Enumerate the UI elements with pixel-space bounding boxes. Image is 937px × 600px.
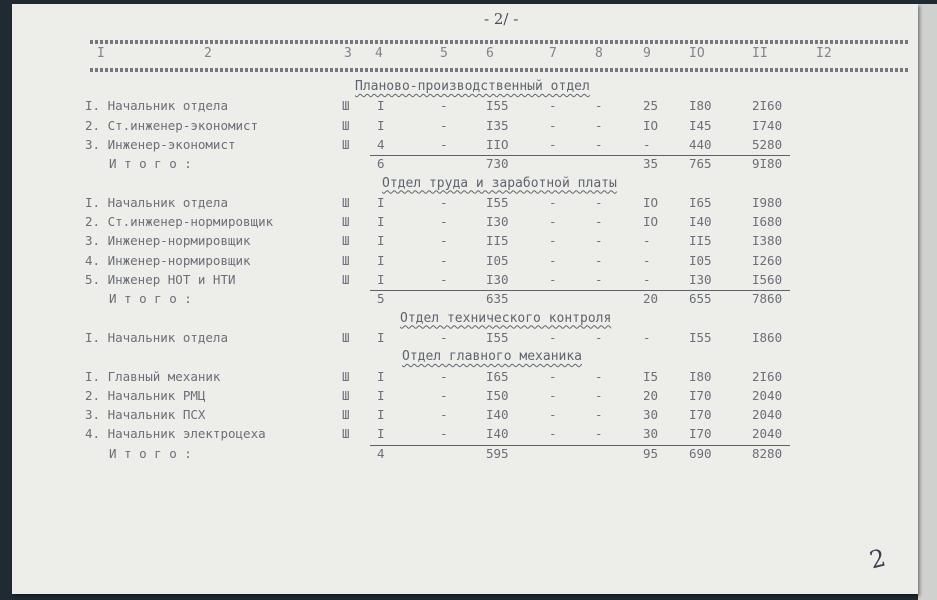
cell-c6: I35 [486,117,509,133]
column-header-6: 6 [486,46,494,61]
cell-c4: I [377,407,385,423]
column-header-2: 2 [204,46,212,61]
cell-c8: - [595,272,603,287]
handwritten-mark: 2 [866,543,889,575]
cell-c11: I860 [752,329,783,345]
cell-c5: - [440,214,448,230]
column-header-5: 5 [440,46,448,61]
row-position-name: 5. Инженер НОТ и НТИ [85,272,236,287]
next-page-edge [918,4,937,600]
cell-c10: I80 [689,98,712,114]
cell-c11: 2040 [752,387,783,403]
cell-c10: I65 [689,194,712,210]
cell-c9: IO [643,117,659,133]
column-header-9: 9 [643,46,651,61]
row-position-name: 4. Начальник электроцеха [85,426,266,442]
cell-c8: - [595,233,603,249]
cell-c9: 30 [643,426,659,442]
cell-c3: Ш [342,387,350,403]
cell-c10: I30 [689,272,712,287]
row-position-name: 2. Начальник РМЦ [85,387,206,403]
cell-c11: 5280 [752,136,783,152]
column-header-7: 7 [549,46,557,61]
cell-c5: - [440,194,448,210]
row-position-name: 4. Инженер-нормировщик [85,252,251,268]
row-position-name: 3. Инженер-нормировщик [85,233,251,249]
cell-c10: II5 [689,233,712,249]
cell-c8: - [595,252,603,268]
cell-c8: - [595,387,603,403]
cell-c4: I [377,272,385,287]
cell-c5: - [440,368,448,384]
cell-c4: I [377,329,385,345]
cell-c6: I30 [486,214,509,230]
cell-c5: - [440,252,448,268]
cell-c3: Ш [342,272,350,287]
cell-c8: - [595,426,603,442]
total-rule [370,290,790,291]
cell-c5: - [440,407,448,423]
cell-c8: - [595,407,603,423]
cell-c4: I [377,233,385,249]
cell-c9: - [643,136,651,152]
row-position-name: I. Начальник отдела [85,329,228,345]
cell-c7: - [549,272,557,287]
cell-c5: - [440,117,448,133]
cell-c6: I40 [486,407,509,423]
cell-c8: - [595,329,603,345]
cell-c3: Ш [342,233,350,249]
cell-c10: I70 [689,426,712,442]
cell-c10: I70 [689,407,712,423]
cell-c10: I45 [689,117,712,133]
cell-c8: - [595,117,603,133]
cell-c10: I05 [689,252,712,268]
cell-c5: - [440,272,448,287]
row-position-name: 2. Ст.инженер-нормировщик [85,214,274,230]
cell-c7: - [549,329,557,345]
row-position-name: 3. Инженер-экономист [85,136,236,152]
cell-c11: 2040 [752,407,783,423]
total-label: И т о г о : [109,291,192,307]
cell-c9: 30 [643,407,659,423]
cell-c4: I [377,214,385,230]
total-rule [370,155,790,156]
cell-c11: I740 [752,117,783,133]
cell-c7: - [549,387,557,403]
cell-c9: - [643,252,651,268]
section-title: Планово-производственный отдел [355,79,590,94]
total-c9: 35 [643,156,659,172]
row-position-name: I. Начальник отдела [85,98,228,114]
cell-c5: - [440,98,448,114]
cell-c4: I [377,194,385,210]
cell-c11: 2040 [752,426,783,442]
cell-c3: Ш [342,329,350,345]
column-header-4: 4 [375,46,383,61]
total-c4: 4 [377,445,385,461]
cell-c7: - [549,98,557,114]
cell-c7: - [549,252,557,268]
cell-c6: IIO [486,136,509,152]
cell-c7: - [549,136,557,152]
total-c9: 20 [643,291,659,307]
cell-c6: I30 [486,272,509,287]
cell-c5: - [440,136,448,152]
cell-c7: - [549,233,557,249]
column-header-8: 8 [595,46,603,61]
total-c11: 8280 [752,445,783,461]
cell-c3: Ш [342,368,350,384]
cell-c7: - [549,426,557,442]
total-c6: 730 [486,156,509,172]
cell-c3: Ш [342,407,350,423]
cell-c7: - [549,368,557,384]
cell-c6: I55 [486,194,509,210]
cell-c5: - [440,426,448,442]
column-header-11: II [752,46,768,61]
cell-c6: I55 [486,329,509,345]
total-c6: 595 [486,445,509,461]
cell-c10: I80 [689,368,712,384]
cell-c9: I5 [643,368,659,384]
cell-c3: Ш [342,426,350,442]
column-header-10: IO [689,46,705,61]
cell-c10: I55 [689,329,712,345]
cell-c3: Ш [342,136,350,152]
header-bottom-rule [90,68,910,72]
cell-c10: 440 [689,136,712,152]
cell-c6: I65 [486,368,509,384]
cell-c11: I260 [752,252,783,268]
header-top-rule [90,40,910,44]
cell-c6: I05 [486,252,509,268]
column-header-1: I [97,46,105,61]
cell-c7: - [549,194,557,210]
total-label: И т о г о : [109,445,192,461]
cell-c4: I [377,426,385,442]
cell-c9: - [643,329,651,345]
cell-c8: - [595,214,603,230]
cell-c11: I980 [752,194,783,210]
cell-c5: - [440,387,448,403]
section-title: Отдел технического контроля [400,310,612,326]
cell-c11: I560 [752,272,783,287]
cell-c8: - [595,98,603,114]
cell-c6: II5 [486,233,509,249]
cell-c4: 4 [377,136,385,152]
total-c11: 7860 [752,291,783,307]
cell-c5: - [440,329,448,345]
cell-c5: - [440,233,448,249]
row-position-name: 3. Начальник ПСХ [85,407,206,423]
total-c10: 690 [689,445,712,461]
total-c10: 655 [689,291,712,307]
total-c4: 6 [377,156,385,172]
total-c11: 9I80 [752,156,783,172]
cell-c4: I [377,252,385,268]
cell-c3: Ш [342,98,350,114]
total-c6: 635 [486,291,509,307]
total-rule [370,445,790,446]
column-header-3: 3 [344,46,352,61]
cell-c9: 20 [643,387,659,403]
cell-c10: I40 [689,214,712,230]
cell-c7: - [549,214,557,230]
cell-c9: 25 [643,98,659,114]
cell-c8: - [595,368,603,384]
cell-c11: 2I60 [752,98,783,114]
cell-c6: I55 [486,98,509,114]
column-header-12: I2 [816,46,832,61]
cell-c3: Ш [342,194,350,210]
cell-c4: I [377,368,385,384]
cell-c11: I380 [752,233,783,249]
cell-c9: - [643,272,651,287]
cell-c10: I70 [689,387,712,403]
document-page [12,4,918,594]
cell-c8: - [595,194,603,210]
row-position-name: 2. Ст.инженер-экономист [85,117,259,133]
cell-c7: - [549,407,557,423]
total-c10: 765 [689,156,712,172]
cell-c9: IO [643,214,659,230]
cell-c3: Ш [342,117,350,133]
cell-c3: Ш [342,252,350,268]
row-position-name: I. Начальник отдела [85,194,228,210]
cell-c9: IO [643,194,659,210]
cell-c4: I [377,387,385,403]
section-title: Отдел главного механика [402,349,583,365]
cell-c3: Ш [342,214,350,230]
cell-c8: - [595,136,603,152]
cell-c9: - [643,233,651,249]
cell-c6: I50 [486,387,509,403]
cell-c6: I40 [486,426,509,442]
cell-c4: I [377,98,385,114]
total-c9: 95 [643,445,659,461]
total-c4: 5 [377,291,385,307]
total-label: И т о г о : [109,156,192,172]
cell-c7: - [549,117,557,133]
cell-c11: I680 [752,214,783,230]
cell-c4: I [377,117,385,133]
row-position-name: I. Главный механик [85,368,221,384]
page-number: - 2/ - [484,10,519,28]
cell-c11: 2I60 [752,368,783,384]
section-title: Отдел труда и заработной платы [382,175,617,191]
